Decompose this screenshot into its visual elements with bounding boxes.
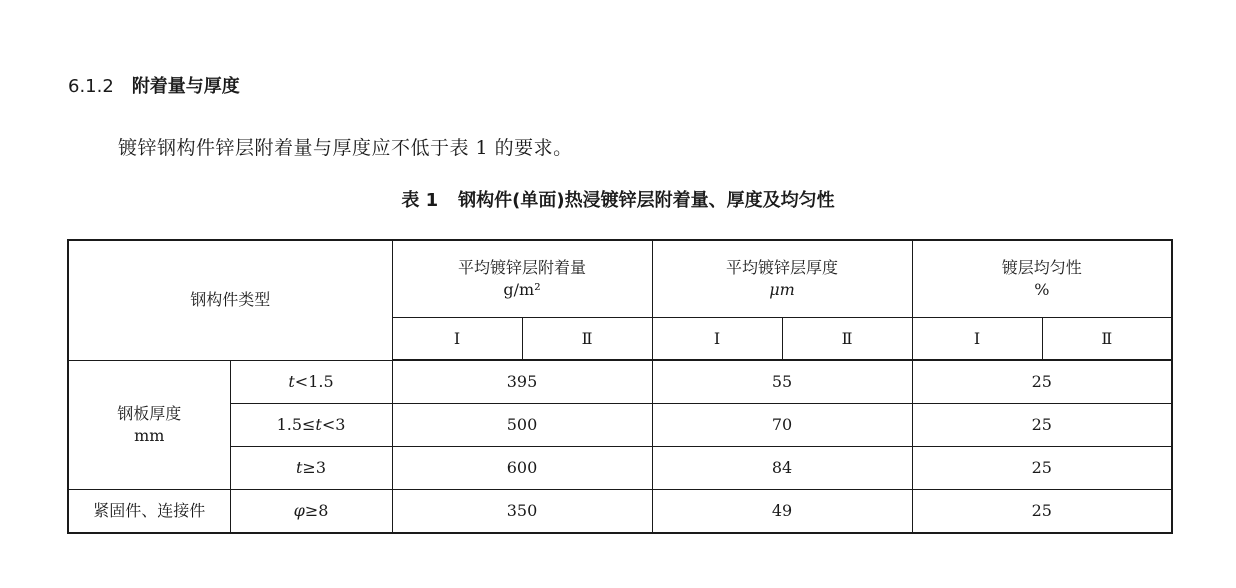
grade-header: Ⅱ [522,318,652,361]
section-title: 附着量与厚度 [131,76,240,97]
condition-variable: t [315,415,322,434]
header-row-1 [68,240,1172,318]
grade-header: Ⅱ [782,318,912,361]
table-row [68,360,1172,404]
thickness-header [652,240,912,318]
section-heading [68,72,240,98]
plate-category-unit: mm [134,425,165,445]
coating-value: 395 [392,360,652,404]
coating-header-unit: g/m² [503,280,541,299]
condition-cell: t<1.5 [230,360,392,404]
uniformity-header-unit: % [1034,280,1050,299]
grade-header: Ⅰ [652,318,782,361]
section-number: 6.1.2 [68,76,114,97]
coating-value: 350 [392,490,652,534]
table-caption-label: 表 1 [401,190,439,211]
condition-cell: t≥3 [230,447,392,490]
uniformity-header-name: 镀层均匀性 [1001,258,1082,277]
thickness-value: 55 [652,360,912,404]
uniformity-value: 25 [912,404,1172,447]
thickness-value: 70 [652,404,912,447]
condition-variable: φ [293,501,305,520]
plate-category-name: 钢板厚度 [117,403,182,423]
spec-table [67,239,1173,534]
coating-header-name: 平均镀锌层附着量 [458,258,587,277]
condition-variable: t [295,458,303,477]
requirement-paragraph: 镀锌钢构件锌层附着量与厚度应不低于表 1 的要求。 [118,137,573,159]
grade-header: Ⅰ [392,318,522,361]
fastener-category-cell: 紧固件、连接件 [68,490,230,534]
thickness-header-unit: μm [769,280,795,299]
plate-category-cell [68,360,230,490]
uniformity-value: 25 [912,360,1172,404]
table-row [68,447,1172,490]
type-header: 钢构件类型 [68,240,392,360]
condition-cell: φ≥8 [230,490,392,534]
table-row [68,490,1172,534]
condition-variable: t [288,371,295,391]
uniformity-value: 25 [912,490,1172,534]
uniformity-header [912,240,1172,318]
condition-cell: 1.5≤t<3 [230,404,392,447]
table-caption [0,186,1236,212]
grade-header: Ⅱ [1042,318,1172,361]
table-caption-title: 钢构件(单面)热浸镀锌层附着量、厚度及均匀性 [458,190,835,211]
coating-header [392,240,652,318]
coating-value: 500 [392,404,652,447]
grade-header: Ⅰ [912,318,1042,361]
thickness-value: 49 [652,490,912,534]
thickness-header-name: 平均镀锌层厚度 [726,258,839,277]
thickness-value: 84 [652,447,912,490]
coating-value: 600 [392,447,652,490]
table-row [68,404,1172,447]
uniformity-value: 25 [912,447,1172,490]
